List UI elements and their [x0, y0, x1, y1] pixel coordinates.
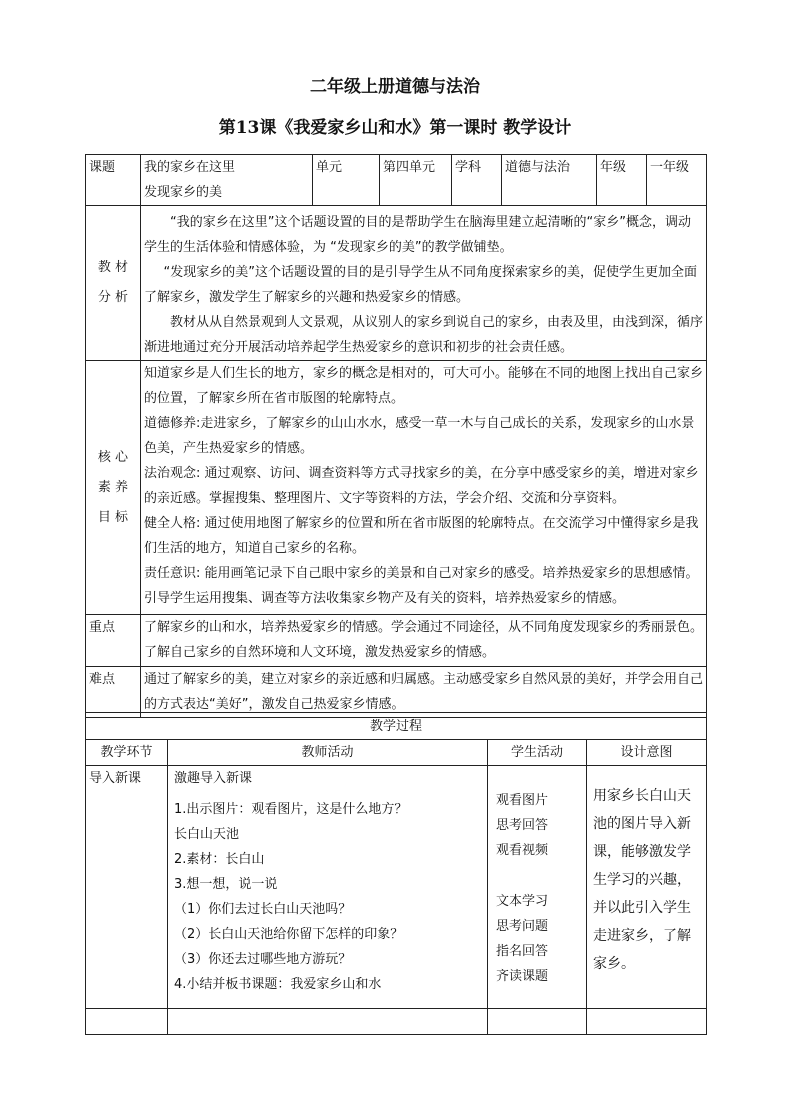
teacher-line: 长白山天池 [174, 827, 240, 842]
key-point-label: 重点 [86, 615, 141, 667]
subject-value: 道德与法治 [502, 155, 597, 206]
teacher-line: 激趣导入新课 [174, 771, 253, 786]
teacher-line: （2）长白山天池给你留下怎样的印象？ [174, 927, 404, 942]
goals-label-line: 目 标 [97, 509, 129, 525]
process-title: 教学过程 [86, 713, 707, 740]
goals-content [141, 361, 707, 615]
teacher-line: （1）你们去过长白山天池吗？ [174, 902, 352, 917]
analysis-paragraph: “我的家乡在这里”这个话题设置的目的是帮助学生在脑海里建立起清晰的“家乡”概念，调动学生的生活体验和情感体验，为 “发现家乡的美”的教学做铺垫。 [144, 215, 691, 255]
analysis-label [86, 206, 141, 361]
header-intent: 设计意图 [587, 740, 707, 766]
empty-cell [587, 1009, 707, 1035]
topic-line-2: 发现家乡的美 [144, 185, 223, 200]
teacher-line: 1.出示图片：观看图片，这是什么地方？ [174, 802, 408, 817]
difficulty-label: 难点 [86, 667, 141, 718]
header-teacher: 教师活动 [168, 740, 488, 766]
process-title-row [86, 713, 707, 740]
analysis-paragraph: 教材从从自然景观到人文景观，从议别人的家乡到说自己的家乡，由表及里，由浅到深，循序渐进地通过充分开展活动培养起学生热爱家乡的意识和初步的社会责任感。 [144, 315, 704, 355]
intent-line: 走进家乡，了解 [593, 928, 691, 944]
teacher-line: 4.小结并板书课题：我爱家乡山和水 [174, 977, 382, 992]
process-header-row [86, 740, 707, 766]
goals-label-line: 核 心 [97, 449, 129, 465]
empty-cell [86, 1009, 168, 1035]
intent-line: 家乡。 [593, 956, 635, 972]
empty-row [86, 1009, 707, 1035]
analysis-row [86, 206, 707, 361]
document-title: 二年级上册道德与法治 [310, 77, 480, 97]
analysis-label-line: 分 析 [97, 290, 129, 305]
lesson-info-table [85, 154, 707, 718]
analysis-label-line: 教 材 [97, 260, 129, 275]
student-line: 观看图片 [496, 793, 549, 808]
teacher-line: 2.素材：长白山 [174, 852, 265, 867]
goals-paragraph: 道德修养:走进家乡，了解家乡的山山水水，感受一草一木与自己成长的关系，发现家乡的山水景色美，产生热爱家乡的情感。 [144, 416, 695, 456]
intent-line: 用家乡长白山天 [593, 788, 691, 804]
goals-paragraph: 责任意识: 能用画笔记录下自己眼中家乡的美景和自己对家乡的感受。培养热爱家乡的思想感情。引导学生运用搜集、调查等方法收集家乡物产及有关的资料，培养热爱家乡的情感。 [144, 566, 699, 606]
unit-label: 单元 [313, 155, 380, 206]
unit-value: 第四单元 [380, 155, 452, 206]
intent-line: 池的图片导入新 [593, 816, 691, 832]
analysis-content [141, 206, 707, 361]
process-row [86, 766, 707, 1009]
topic-value [141, 155, 313, 206]
header-student: 学生活动 [488, 740, 587, 766]
intent-line: 生学习的兴趣， [593, 872, 691, 888]
design-intent [587, 766, 707, 1009]
student-line: 思考回答 [496, 818, 549, 833]
difficulty-row [86, 667, 707, 718]
teacher-line: 3.想一想，说一说 [174, 877, 278, 892]
stage-name: 导入新课 [86, 766, 168, 1009]
intent-line: 课，能够激发学 [593, 844, 691, 860]
grade-value: 一年级 [647, 155, 707, 206]
student-line: 文本学习 [496, 894, 549, 909]
topic-label: 课题 [86, 155, 141, 206]
grade-label: 年级 [597, 155, 647, 206]
student-line: 观看视频 [496, 843, 549, 858]
intent-line: 并以此引入学生 [593, 900, 691, 916]
teaching-process-table [85, 712, 707, 1035]
info-row [86, 155, 707, 206]
difficulty-text: 通过了解家乡的美，建立对家乡的亲近感和归属感。主动感受家乡自然风景的美好，并学会用自己的方式表达“美好”，激发自己热爱家乡情感。 [141, 667, 707, 718]
goals-paragraph: 法治观念: 通过观察、访问、调查资料等方式寻找家乡的美，在分享中感受家乡的美，增进对家乡的亲近感。掌握搜集、整理图片、文字等资料的方法，学会介绍、交流和分享资料。 [144, 466, 699, 506]
analysis-paragraph: “发现家乡的美”这个话题设置的目的是引导学生从不同角度探索家乡的美，促使学生更加全面了解家乡，激发学生了解家乡的兴趣和热爱家乡的情感。 [144, 265, 697, 305]
key-point-text: 了解家乡的山和水，培养热爱家乡的情感。学会通过不同途径，从不同角度发现家乡的秀丽景色。了解自己家乡的自然环境和人文环境，激发热爱家乡的情感。 [141, 615, 707, 667]
subject-label: 学科 [452, 155, 502, 206]
goals-label [86, 361, 141, 615]
topic-line-1: 我的家乡在这里 [144, 160, 236, 175]
student-line: 思考问题 [496, 919, 549, 934]
goals-paragraph: 知道家乡是人们生长的地方，家乡的概念是相对的，可大可小。能够在不同的地图上找出自己家乡的位置，了解家乡所在省市版图的轮廓特点。 [144, 366, 704, 406]
teacher-line: （3）你还去过哪些地方游玩？ [174, 952, 352, 967]
key-point-row [86, 615, 707, 667]
goals-row [86, 361, 707, 615]
goals-label-line: 素 养 [97, 479, 129, 495]
teacher-activity [168, 766, 488, 1009]
student-line: 指名回答 [496, 944, 549, 959]
empty-cell [488, 1009, 587, 1035]
goals-paragraph: 健全人格: 通过使用地图了解家乡的位置和所在省市版图的轮廓特点。在交流学习中懂得家乡是我们生活的地方，知道自己家乡的名称。 [144, 516, 699, 556]
header-stage: 教学环节 [86, 740, 168, 766]
student-line: 齐读课题 [496, 969, 549, 984]
lesson-title: 第13课《我爱家乡山和水》第一课时 教学设计 [218, 118, 572, 138]
empty-cell [168, 1009, 488, 1035]
student-activity [488, 766, 587, 1009]
